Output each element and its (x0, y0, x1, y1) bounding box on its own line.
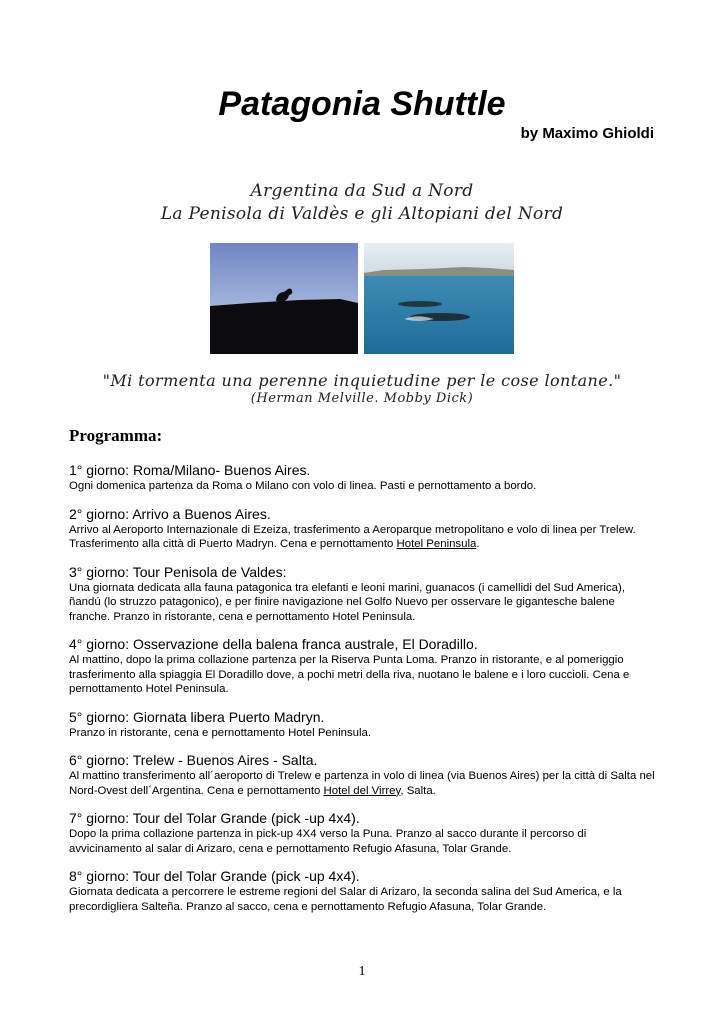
page-number: 1 (358, 964, 366, 979)
day-heading: 2° giorno: Arrivo a Buenos Aires. (69, 505, 271, 522)
day-description-text-end: , Salta. (400, 784, 436, 797)
day-item (69, 635, 659, 697)
day-description: Giornata dedicata a percorrere le estreme regioni del Salar di Arizaro, la seconda salina del Sud America, e la precordigliera Salteña. Pranzo al sacco, cena e pernottamento Refugio Afasuna, Tolar Grande. (69, 886, 622, 913)
day-description (69, 769, 659, 798)
day-heading: 3° giorno: Tour Penisola de Valdes: (69, 563, 287, 580)
day-description: Al mattino, dopo la prima collazione partenza per la Riserva Punta Loma. Pranzo in ristorante, e al pomeriggio trasferimento alla spiaggia El Doradillo dove, a pochi metri della riva, nuotano le balene e i loro cuccioli. Cena e pernottamento Hotel Peninsula. (69, 654, 630, 695)
quote-source: (Herman Melville. Mobby Dick) (250, 391, 474, 406)
whales-in-sea-image (364, 243, 514, 354)
sea-lion-on-rocks-image (210, 243, 358, 354)
day-heading: 5° giorno: Giornata libera Puerto Madryn. (69, 708, 325, 725)
subtitle-line-1: Argentina da Sud a Nord (250, 181, 474, 201)
day-item (69, 563, 659, 625)
day-heading: 6° giorno: Trelew - Buenos Aires - Salta. (69, 752, 318, 768)
day-heading: 7° giorno: Tour del Tolar Grande (pick -up 4x4). (69, 810, 360, 826)
program-heading: Programma: (69, 426, 163, 445)
day-description: Ogni domenica partenza da Roma o Milano con volo di linea. Pasti e pernottamento a bordo. (69, 480, 537, 492)
day-item (69, 505, 659, 552)
document-title: Patagonia Shuttle (218, 85, 506, 123)
day-item (69, 708, 659, 741)
day-description: Pranzo in ristorante, cena e pernottamento Hotel Peninsula. (69, 726, 372, 739)
day-description: Una giornata dedicata alla fauna patagonica tra elefanti e leoni marini, guanacos (i camellidi del Sud America), ñandú (lo struzzo patagonico), e per finire navigazione nel Golfo Nuevo per osservare le gigantesche balene franche. Pranzo in ristorante, cena e pernottamento Hotel Peninsula. (69, 581, 625, 623)
day-description-text: Arrivo al Aeroporto Internazionale di Ezeiza, trasferimento a Aeroparque metropolitano e volo di linea per Trelew. Trasferimento alla città di Puerto Madryn. Cena e pernottamento (69, 523, 636, 550)
day-item (69, 809, 659, 856)
day-heading: 1° giorno: Roma/Milano- Buenos Aires. (69, 462, 311, 478)
day-description (69, 523, 659, 552)
author-byline: by Maximo Ghioldi (520, 125, 654, 142)
itinerary-list (69, 461, 659, 925)
day-item (69, 461, 659, 494)
day-heading: 8° giorno: Tour del Tolar Grande (pick -up 4x4). (69, 868, 360, 884)
subtitle-line-2: La Penisola di Valdès e gli Altopiani del Nord (160, 204, 564, 224)
hotel-del-virrey-link[interactable]: Hotel del Virrey (323, 784, 401, 797)
day-heading: 4° giorno: Osservazione della balena franca australe, El Doradillo. (69, 636, 478, 652)
day-description-text-end: . (476, 538, 480, 550)
hotel-peninsula-link[interactable]: Hotel Peninsula (396, 538, 477, 550)
day-item (69, 751, 659, 798)
day-item (69, 867, 659, 914)
day-description: Dopo la prima collazione partenza in pick-up 4X4 verso la Puna. Pranzo al sacco durante il percorso di avvicinamento al salar di Arizaro, cena e pernottamento Refugio Afasuna, Tolar Grande. (69, 828, 587, 855)
quote-text: "Mi tormenta una perenne inquietudine per le cose lontane." (102, 371, 622, 390)
day-description-text: Al mattino transferimento all´aeroporto di Trelew e partenza in volo di linea (via Buenos Aires) per la città di Salta nel Nord-Ovest dell´Argentina. Cena e pernottamento (69, 770, 655, 797)
